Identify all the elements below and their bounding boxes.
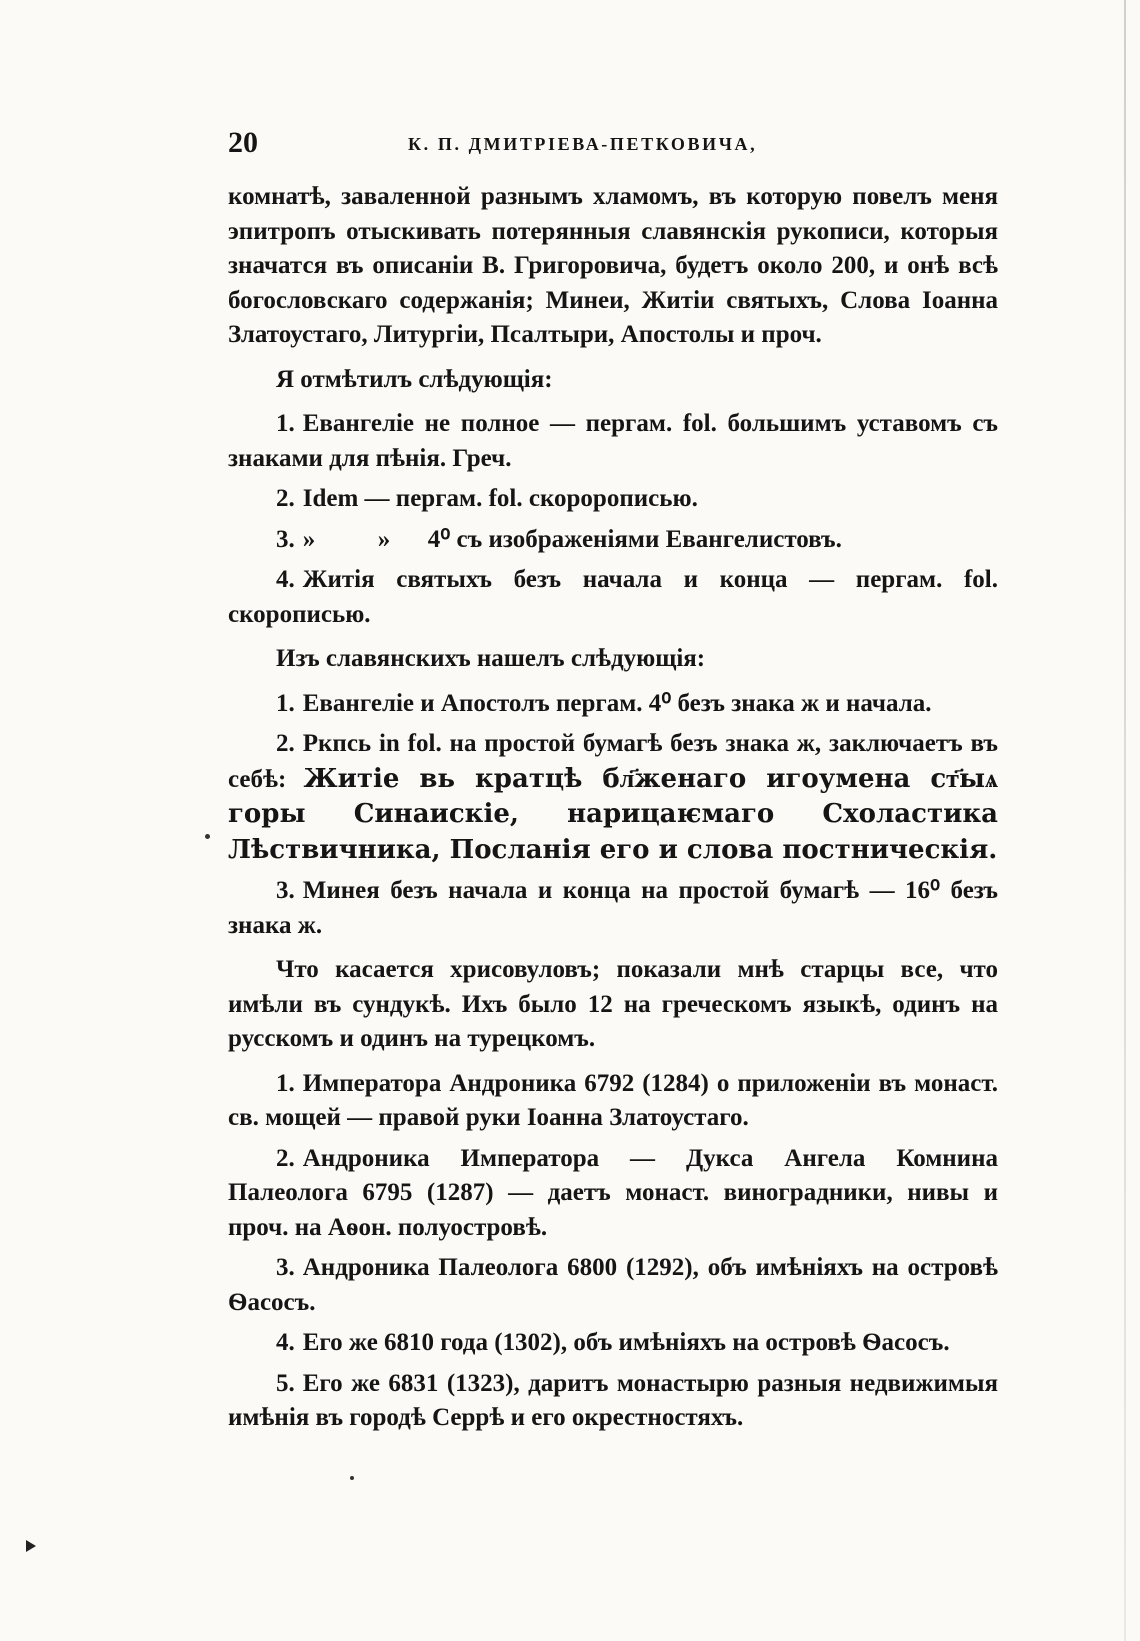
item-number: 3. — [276, 1254, 295, 1281]
page-header — [228, 126, 998, 166]
running-title: К. П. ДМИТРІЕВА-ПЕТКОВИЧА, — [408, 134, 758, 154]
item-number: 1. — [276, 689, 295, 717]
greek-item — [228, 523, 998, 558]
item-text: Андроника Императора — Дукса Ангела Комнина Палеолога 6795 (1287) — даетъ монаст. виноградники, нивы и проч. на Аѳон. полуостровѣ. — [228, 1144, 998, 1241]
chrysobull-item — [228, 1251, 998, 1320]
item-number: 4. — [276, 566, 295, 593]
intro-paragraph: комнатѣ, заваленной разнымъ хламомъ, въ которую повелъ меня эпитропъ отыскивать потерянныя славянскія рукописи, которыя значатся въ описаніи В. Григоровича, будетъ около 200, и онѣ всѣ богословскаго содержанія; Минеи, Житіи святыхъ, Слова Іоанна Златоустаго, Литургіи, Псалтыри, Апостолы и проч. — [228, 183, 998, 348]
slavic-item — [228, 727, 998, 868]
item-text: Минея безъ начала и конца на простой бумагѣ — 16⁰ безъ знака ж. — [228, 877, 998, 939]
greek-list-heading: Я отмѣтилъ слѣдующія: — [276, 365, 553, 393]
item-text: Житія святыхъ безъ начала и конца — пергам. fol. скорописью. — [228, 566, 998, 628]
item-number: 1. — [276, 410, 295, 437]
slavic-list-heading: Изъ славянскихъ нашелъ слѣдующія: — [276, 645, 706, 672]
item-text: Ркпсь in fol. на простой бумагѣ безъ знака ж, заключаетъ въ себѣ: — [228, 730, 998, 793]
greek-item — [228, 482, 998, 517]
greek-item — [228, 563, 998, 632]
item-number: 2. — [276, 485, 295, 512]
item-text: Андроника Палеолога 6800 (1292), объ имѣніяхъ на островѣ Ѳасосъ. — [228, 1254, 998, 1316]
greek-item — [228, 407, 998, 476]
scan-speck — [205, 834, 210, 839]
chrysobull-item — [228, 1067, 998, 1136]
item-text: » » 4⁰ съ изображеніями Евангелистовъ. — [302, 525, 842, 553]
slavic-item — [228, 687, 998, 722]
chrysobull-paragraph: Что касается хрисовуловъ; показали мнѣ старцы все, что имѣли въ сундукѣ. Ихъ было 12 на греческомъ языкѣ, одинъ на русскомъ и одинъ на турецкомъ. — [228, 956, 998, 1052]
page-edge — [1124, 0, 1126, 1641]
chrysobull-item — [228, 1326, 998, 1361]
item-text: Евангеліе не полное — пергам. fol. большимъ уставомъ съ знаками для пѣнія. Греч. — [228, 410, 998, 472]
item-text: Его же 6810 года (1302), объ имѣніяхъ на островѣ Ѳасосъ. — [302, 1329, 950, 1356]
body-text — [228, 180, 998, 1442]
item-number: 2. — [276, 730, 295, 757]
item-number: 5. — [276, 1369, 295, 1397]
slavic-item — [228, 874, 998, 943]
church-slavonic-quote: Житіе вь кратцѣ бл҃женаго игоумена ст҃ыѧ горы Синаискіе, нарицаѥмаго Схоластика Лѣствичника, Посланія его и слова постническія. — [228, 763, 999, 865]
scan-arrow-mark — [26, 1540, 36, 1552]
item-text: Idem — пергам. fol. скоророписью. — [302, 485, 698, 512]
item-text: Евангеліе и Апостолъ пергам. 4⁰ безъ знака ж и начала. — [302, 689, 932, 717]
chrysobull-item — [228, 1367, 998, 1436]
item-number: 3. — [276, 525, 295, 553]
chrysobull-item — [228, 1142, 998, 1246]
item-text: Императора Андроника 6792 (1284) о приложеніи въ монаст. св. мощей — правой руки Іоанна Златоустаго. — [228, 1069, 998, 1131]
item-text: Его же 6831 (1323), даритъ монастырю разныя недвижимыя имѣнія въ городѣ Серрѣ и его окрестностяхъ. — [228, 1369, 998, 1431]
page-number: 20 — [228, 126, 258, 159]
item-number: 2. — [276, 1144, 295, 1172]
item-number: 3. — [276, 877, 295, 904]
scan-speck — [350, 1476, 354, 1480]
item-number: 4. — [276, 1329, 295, 1356]
item-number: 1. — [276, 1069, 295, 1097]
